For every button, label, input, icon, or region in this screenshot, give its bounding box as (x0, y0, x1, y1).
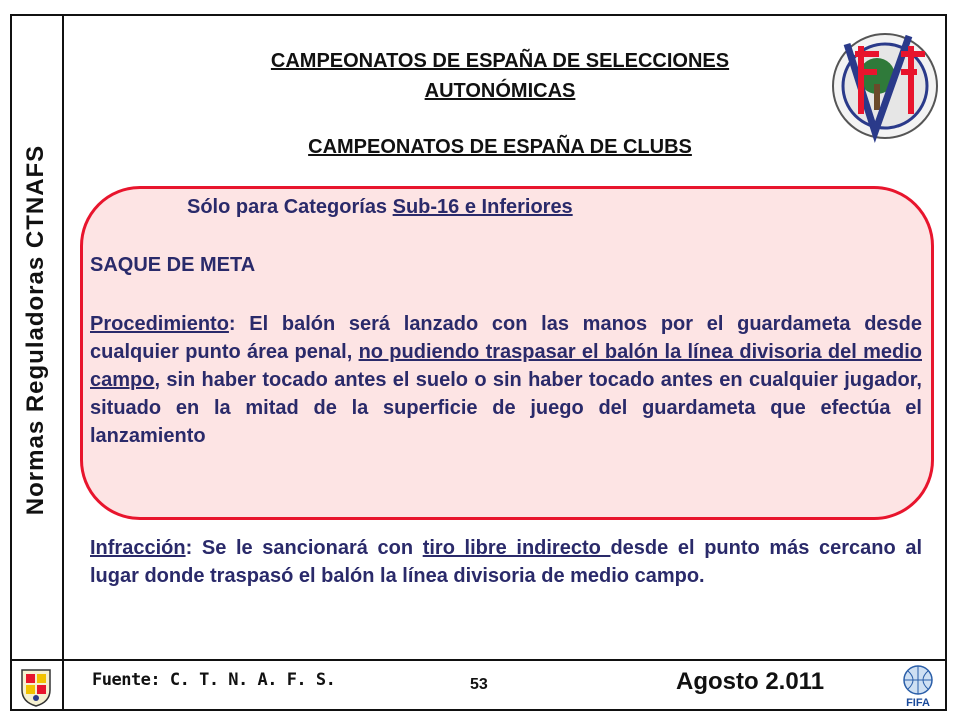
sidebar-title: Normas Reguladoras CTNAFS (22, 144, 49, 516)
rfef-crest-icon (14, 664, 58, 708)
title-line-1: CAMPEONATOS DE ESPAÑA DE SELECCIONES (270, 50, 730, 72)
procedure-text-a: El balón será lanzado con las manos por el guardameta desde cualquier punto área penal, (90, 313, 922, 363)
procedure-underlined: no pudiendo traspasar el balón la línea divisoria del medio campo (90, 341, 922, 391)
infraction-text-b: desde el punto más cercano al lugar donde traspasó el balón la línea divisoria de medio campo. (90, 537, 923, 587)
page-title (180, 46, 820, 106)
page-subtitle: CAMPEONATOS DE ESPAÑA DE CLUBS (308, 136, 692, 158)
title-line-2: AUTONÓMICAS (424, 80, 576, 102)
section-heading: SAQUE DE META (90, 254, 256, 276)
footer-divider (10, 659, 947, 661)
procedure-paragraph (90, 310, 922, 450)
federation-logo-icon (817, 14, 947, 144)
infraction-colon: : (185, 537, 202, 559)
sidebar-divider (62, 14, 64, 711)
procedure-text-b: , sin haber tocado antes el suelo o sin haber tocado antes en cualquier jugador, situado en la mitad de la superficie de juego del guardameta que efectúa el lanzamiento (90, 369, 922, 447)
category-value: Sub-16 e Inferiores (392, 196, 573, 218)
infraction-underlined: tiro libre indirecto (422, 537, 611, 559)
page-number: 53 (470, 676, 488, 693)
document-date: Agosto 2.011 (676, 668, 825, 695)
fifa-logo-icon (892, 664, 944, 708)
infraction-label: Infracción (90, 537, 186, 559)
procedure-label: Procedimiento (90, 313, 229, 335)
fifa-logo-text: FIFA (906, 697, 930, 708)
procedure-colon: : (228, 313, 250, 335)
source-credit: Fuente: C. T. N. A. F. S. (92, 670, 336, 690)
infraction-paragraph (90, 534, 922, 590)
category-prefix: Sólo para Categorías (187, 196, 393, 218)
infraction-text-a: Se le sancionará con (201, 537, 423, 559)
category-note (187, 196, 573, 219)
